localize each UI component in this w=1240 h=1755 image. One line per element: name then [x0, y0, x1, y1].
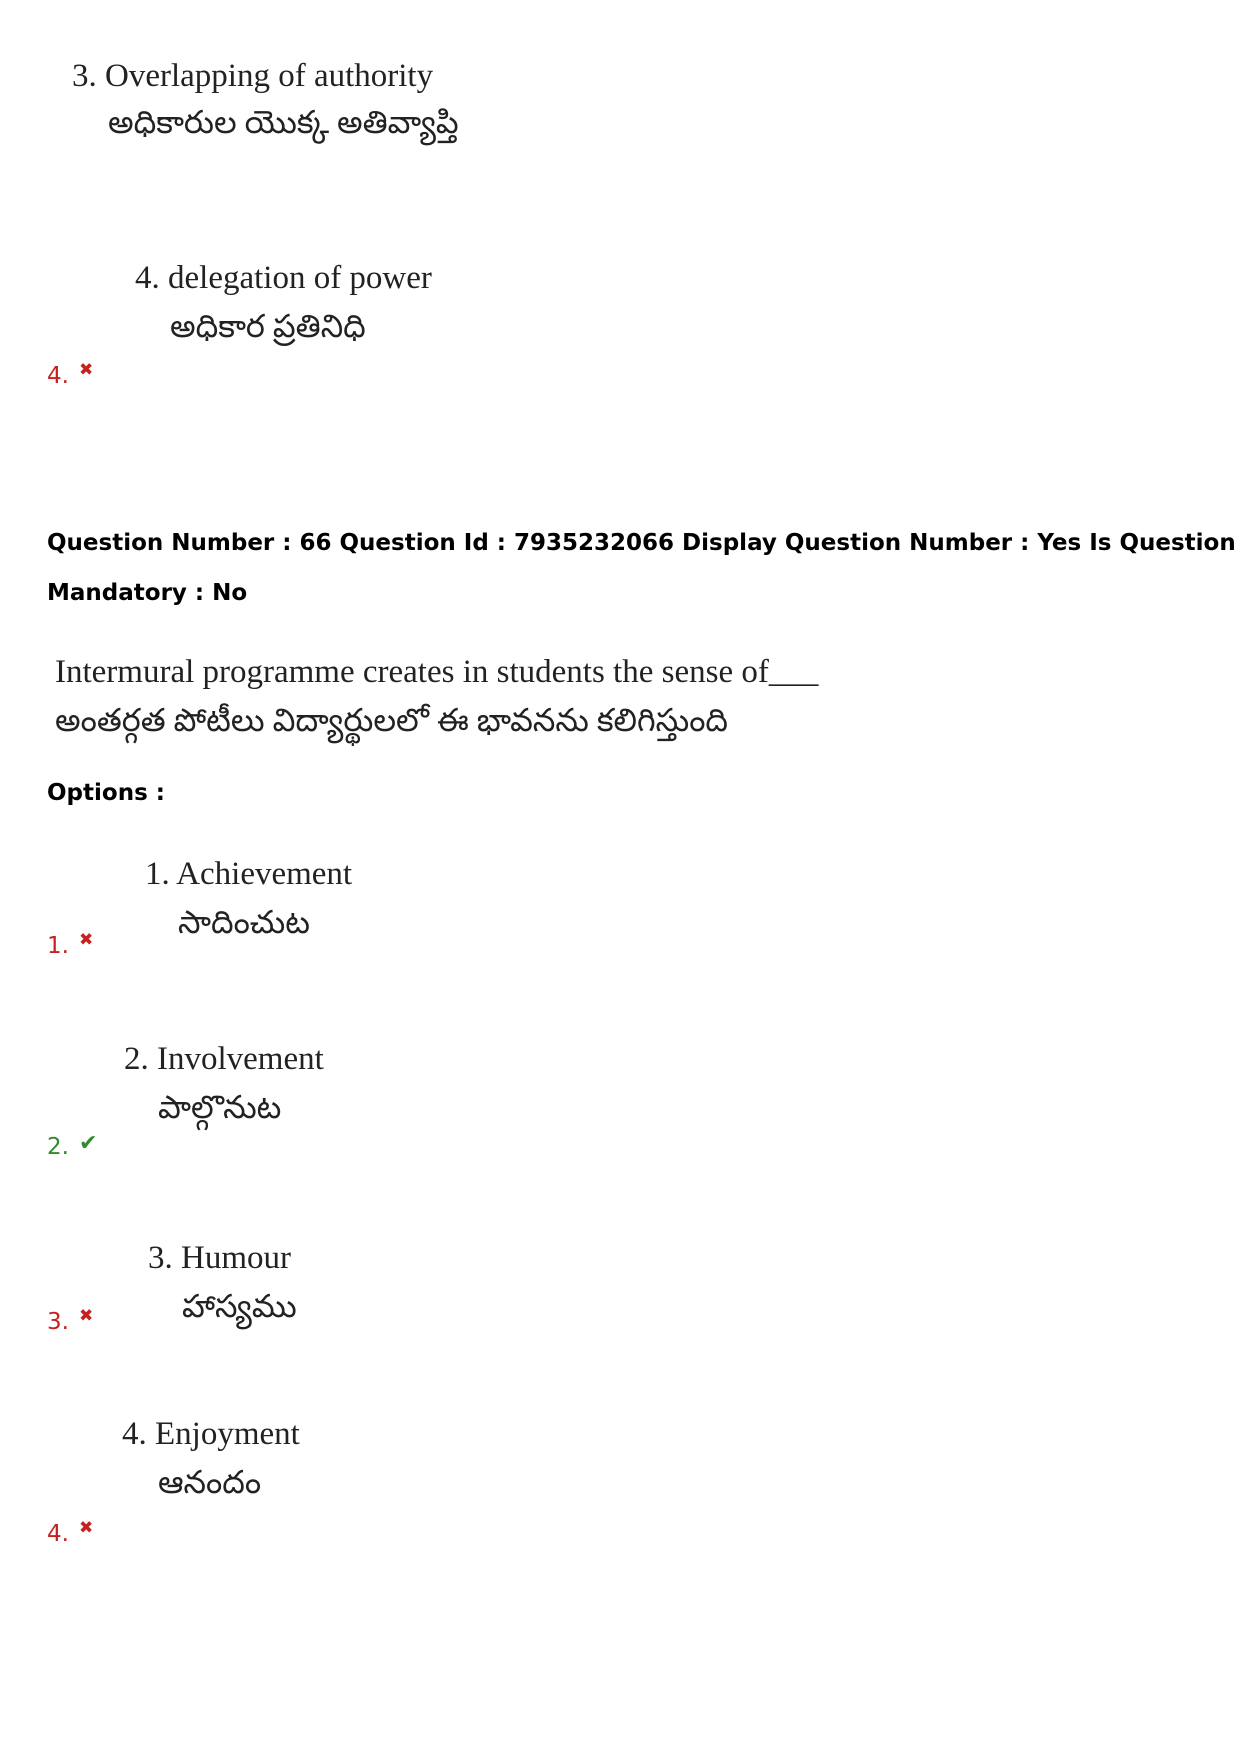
option-2-english: 2. Involvement — [124, 1041, 324, 1077]
option-1-english: 1. Achievement — [145, 856, 353, 892]
cross-icon: ✖ — [78, 360, 94, 380]
option-4-english: 4. Enjoyment — [122, 1416, 300, 1452]
option-1-marker — [47, 932, 93, 962]
marker-number: 1. — [47, 933, 69, 959]
question-text-english: Intermural programme creates in students the sense of___ — [55, 654, 819, 690]
prev-option-3-english: 3. Overlapping of authority — [72, 58, 434, 94]
marker-number: 4. — [47, 363, 69, 389]
marker-number: 4. — [47, 1521, 69, 1547]
check-icon: ✔ — [78, 1131, 98, 1156]
cross-icon: ✖ — [78, 1306, 94, 1326]
prev-option-3-telugu: అధికారుల యొక్క అతివ్యాప్తి — [108, 104, 459, 140]
question-meta-line-1: Question Number : 66 Question Id : 7935232066 Display Question Number : Yes Is Question — [47, 530, 1236, 556]
option-4-marker — [47, 1520, 93, 1550]
option-4-telugu: ఆనందం — [158, 1464, 262, 1500]
prev-option-4-marker — [47, 362, 93, 392]
marker-number: 2. — [47, 1134, 69, 1160]
prev-option-4-telugu: అధికార ప్రతినిధి — [170, 308, 366, 344]
cross-icon: ✖ — [78, 930, 94, 950]
option-3-telugu: హాస్యము — [182, 1288, 297, 1324]
question-meta-line-2: Mandatory : No — [47, 580, 248, 606]
options-label: Options : — [47, 780, 165, 806]
question-text-telugu: అంతర్గత పోటీలు విద్యార్థులలో ఈ భావనను కలిగిస్తుంది — [55, 702, 729, 738]
option-3-marker — [47, 1308, 93, 1338]
cross-icon: ✖ — [78, 1518, 94, 1538]
marker-number: 3. — [47, 1309, 69, 1335]
option-3-english: 3. Humour — [148, 1240, 291, 1276]
prev-option-4-english: 4. delegation of power — [135, 260, 432, 296]
option-2-telugu: పాల్గొనుట — [158, 1089, 282, 1125]
option-2-marker — [47, 1133, 97, 1162]
option-1-telugu: సాదించుట — [178, 904, 310, 940]
